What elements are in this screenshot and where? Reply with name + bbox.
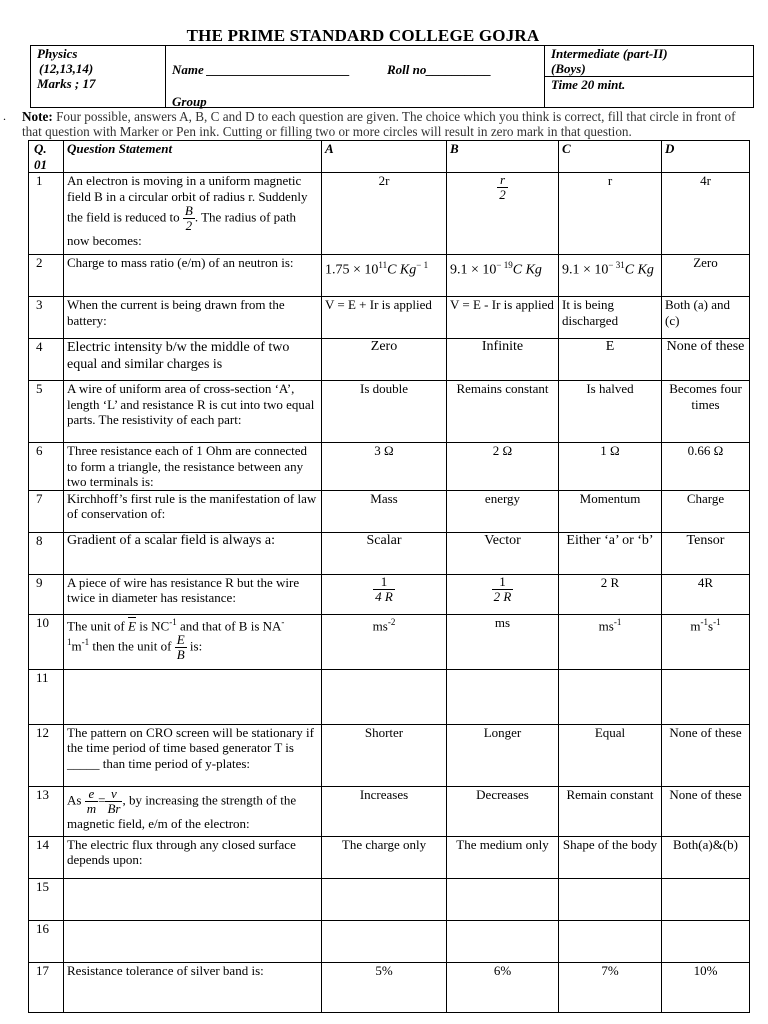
option-b[interactable]: Infinite — [447, 339, 559, 381]
option-b[interactable]: 2 Ω — [447, 443, 559, 491]
option-c[interactable]: $ms^{-1}$ — [559, 614, 662, 669]
option-c[interactable]: Either ‘a’ or ‘b’ — [559, 532, 662, 574]
option-c[interactable]: $9.1 \times 10^{- 31}C$ Kg — [559, 255, 662, 297]
option-a[interactable]: $1.75 \times 10^{11}C$ $Kg^{- 1}$ — [322, 255, 447, 297]
option-d[interactable]: 4r — [662, 173, 750, 255]
option-a[interactable]: 3 Ω — [322, 443, 447, 491]
question-number: 12 — [29, 724, 64, 786]
vector-e: $\overline{E}$ — [128, 617, 136, 633]
option-c[interactable]: Equal — [559, 724, 662, 786]
table-row — [29, 724, 750, 786]
option-d[interactable]: 4R — [662, 574, 750, 614]
time-label: Time 20 mint. — [551, 77, 626, 92]
question-number: 14 — [29, 836, 64, 878]
question-statement: Charge to mass ratio (e/m) of an neutron is: — [64, 255, 322, 297]
question-statement: A wire of uniform area of cross-section ‘A’, length ‘L’ and resistance R is cut into two equal parts. The resistivity of each part: — [64, 381, 322, 443]
question-statement: Gradient of a scalar field is always a: — [64, 532, 322, 574]
option-d[interactable] — [662, 669, 750, 724]
option-a[interactable]: Zero — [322, 339, 447, 381]
option-a[interactable] — [322, 669, 447, 724]
table-row — [29, 381, 750, 443]
option-a[interactable]: Increases — [322, 786, 447, 836]
option-a[interactable] — [322, 920, 447, 962]
class-label: Intermediate (part-II) — [551, 46, 668, 61]
fraction: $\frac{r}{2}$ — [499, 172, 506, 202]
question-statement — [64, 920, 322, 962]
option-d[interactable]: Both(a)&(b) — [662, 836, 750, 878]
option-b[interactable]: ms — [447, 614, 559, 669]
roll-field[interactable]: Roll no__________ — [387, 62, 492, 77]
class-info-cell — [545, 46, 754, 108]
table-row — [29, 255, 750, 297]
option-b[interactable]: Remains constant — [447, 381, 559, 443]
fraction: $\frac{v}{Br}$ — [107, 785, 121, 816]
option-a[interactable]: Is double — [322, 381, 447, 443]
question-statement: A piece of wire has resistance R but the wire twice in diameter has resistance: — [64, 574, 322, 614]
option-d[interactable]: Zero — [662, 255, 750, 297]
option-a[interactable] — [322, 574, 447, 614]
option-a[interactable]: The charge only — [322, 836, 447, 878]
chapters-label: (12,13,14) — [39, 61, 94, 76]
option-c[interactable]: Is halved — [559, 381, 662, 443]
subject-cell — [31, 46, 166, 108]
option-c[interactable]: 2 R — [559, 574, 662, 614]
option-d[interactable]: $m^{-1}s^{-1}$ — [662, 614, 750, 669]
table-row — [29, 173, 750, 255]
option-c[interactable]: 1 Ω — [559, 443, 662, 491]
question-number: 3 — [29, 297, 64, 339]
note-text: Four possible, answers A, B, C and D to each question are given. The choice which you think is correct, fill that circle in front of that question with Marker or Pen ink. Cutting or filling two or more circles will result in zero mark in that question. — [22, 109, 736, 139]
option-b[interactable] — [447, 669, 559, 724]
table-row — [29, 920, 750, 962]
question-number: 7 — [29, 490, 64, 532]
option-b[interactable] — [447, 574, 559, 614]
question-number: 5 — [29, 381, 64, 443]
option-d[interactable]: Charge — [662, 490, 750, 532]
table-row — [29, 490, 750, 532]
marks-label: Marks ; 17 — [37, 76, 96, 91]
option-b[interactable]: $9.1 \times 10^{- 19}C$ Kg — [447, 255, 559, 297]
option-d[interactable] — [662, 920, 750, 962]
option-c[interactable]: Shape of the body — [559, 836, 662, 878]
option-b[interactable] — [447, 878, 559, 920]
question-statement: Kirchhoff’s first rule is the manifestation of law of conservation of: — [64, 490, 322, 532]
option-d[interactable]: None of these — [662, 339, 750, 381]
question-number: 2 — [29, 255, 64, 297]
table-row — [29, 836, 750, 878]
table-row — [29, 786, 750, 836]
option-a[interactable]: 2r — [322, 173, 447, 255]
option-b[interactable]: 6% — [447, 962, 559, 1012]
table-row — [29, 339, 750, 381]
question-statement: The unit of $\overline{E}$ is $NC^{-1}$ and that of B is NA- $^1m^{-1}$ then the unit of $\frac{E}{B}$ is: — [64, 614, 322, 669]
fraction: $\frac{B}{2}$ — [184, 203, 193, 233]
subject-label: Physics — [37, 46, 78, 61]
page-title: THE PRIME STANDARD COLLEGE GOJRA — [186, 26, 540, 45]
option-a-header: A — [322, 141, 447, 173]
option-c[interactable] — [559, 920, 662, 962]
qno-header: Q. 01 — [29, 141, 64, 173]
boys-label: (Boys) — [551, 61, 586, 76]
name-field[interactable]: Name ______________________ — [172, 62, 351, 77]
question-statement: Three resistance each of 1 Ohm are connected to form a triangle, the resistance between any two terminals is: — [64, 443, 322, 491]
option-c[interactable]: Remain constant — [559, 786, 662, 836]
table-row — [29, 669, 750, 724]
student-info-cell — [166, 46, 545, 108]
note-label: Note: — [22, 109, 53, 124]
table-row — [29, 962, 750, 1012]
option-b[interactable] — [447, 920, 559, 962]
statement-header: Question Statement — [64, 141, 322, 173]
question-number: 9 — [29, 574, 64, 614]
fraction: $\frac{1}{4 R}$ — [375, 573, 393, 604]
option-b[interactable] — [447, 173, 559, 255]
question-statement: An electron is moving in a uniform magnetic field B in a circular orbit of radius r. Suddenly the field is reduced to $\frac{B}{2}$ . The radius of path now becomes: — [64, 173, 322, 255]
question-number: 6 — [29, 443, 64, 491]
fraction: $\frac{e}{m}$ — [86, 785, 97, 816]
table-row — [29, 532, 750, 574]
question-statement: The electric flux through any closed surface depends upon: — [64, 836, 322, 878]
fraction: $\frac{E}{B}$ — [176, 632, 185, 663]
question-statement: Resistance tolerance of silver band is: — [64, 962, 322, 1012]
question-statement — [64, 878, 322, 920]
class-block — [545, 46, 753, 77]
group-field[interactable]: Group__________ — [172, 94, 272, 109]
option-d[interactable]: None of these — [662, 786, 750, 836]
option-d[interactable]: None of these — [662, 724, 750, 786]
question-number: 17 — [29, 962, 64, 1012]
table-row — [29, 878, 750, 920]
question-statement: Electric intensity b/w the middle of two equal and similar charges is — [64, 339, 322, 381]
option-a[interactable]: Mass — [322, 490, 447, 532]
option-b[interactable]: V = E - Ir is applied — [447, 297, 559, 339]
option-c[interactable]: E — [559, 339, 662, 381]
option-d[interactable]: Becomes four times — [662, 381, 750, 443]
option-c[interactable]: 7% — [559, 962, 662, 1012]
option-a[interactable]: Shorter — [322, 724, 447, 786]
option-a[interactable] — [322, 878, 447, 920]
option-d[interactable]: 0.66 Ω — [662, 443, 750, 491]
instructions-note — [22, 109, 758, 139]
option-b[interactable]: Vector — [447, 532, 559, 574]
option-c[interactable]: r — [559, 173, 662, 255]
option-a[interactable]: Scalar — [322, 532, 447, 574]
margin-dot: . — [3, 109, 6, 123]
table-row — [29, 614, 750, 669]
option-d[interactable]: Both (a) and (c) — [662, 297, 750, 339]
question-number: 11 — [29, 669, 64, 724]
question-number: 13 — [29, 786, 64, 836]
table-row — [29, 443, 750, 491]
option-b-header: B — [447, 141, 559, 173]
option-a[interactable]: 5% — [322, 962, 447, 1012]
question-number: 1 — [29, 173, 64, 255]
option-a[interactable]: V = E + Ir is applied — [322, 297, 447, 339]
option-a[interactable]: $ms^{-2}$ — [322, 614, 447, 669]
option-c[interactable] — [559, 878, 662, 920]
option-c-header: C — [559, 141, 662, 173]
question-statement — [64, 669, 322, 724]
option-d[interactable]: 10% — [662, 962, 750, 1012]
option-b[interactable]: energy — [447, 490, 559, 532]
question-number: 15 — [29, 878, 64, 920]
option-c[interactable]: It is being discharged — [559, 297, 662, 339]
question-statement: When the current is being drawn from the battery: — [64, 297, 322, 339]
table-row — [29, 574, 750, 614]
table-row — [29, 297, 750, 339]
option-c[interactable] — [559, 669, 662, 724]
option-d[interactable]: Tensor — [662, 532, 750, 574]
header-table — [30, 45, 754, 108]
option-b[interactable]: Longer — [447, 724, 559, 786]
option-b[interactable]: The medium only — [447, 836, 559, 878]
option-c[interactable]: Momentum — [559, 490, 662, 532]
question-statement: The pattern on CRO screen will be stationary if the time period of time based generator T is _____ than time period of y-plates: — [64, 724, 322, 786]
question-number: 8 — [29, 532, 64, 574]
question-statement: As $\frac{e}{m}$ = $\frac{v}{Br}$ , by increasing the strength of the magnetic field, e/m of the electron: — [64, 786, 322, 836]
question-number: 16 — [29, 920, 64, 962]
option-d-header: D — [662, 141, 750, 173]
option-b[interactable]: Decreases — [447, 786, 559, 836]
option-d[interactable] — [662, 878, 750, 920]
table-header-row — [29, 141, 750, 173]
questions-table — [28, 140, 750, 1013]
question-number: 4 — [29, 339, 64, 381]
question-number: 10 — [29, 614, 64, 669]
fraction: $\frac{1}{2 R}$ — [493, 573, 512, 604]
